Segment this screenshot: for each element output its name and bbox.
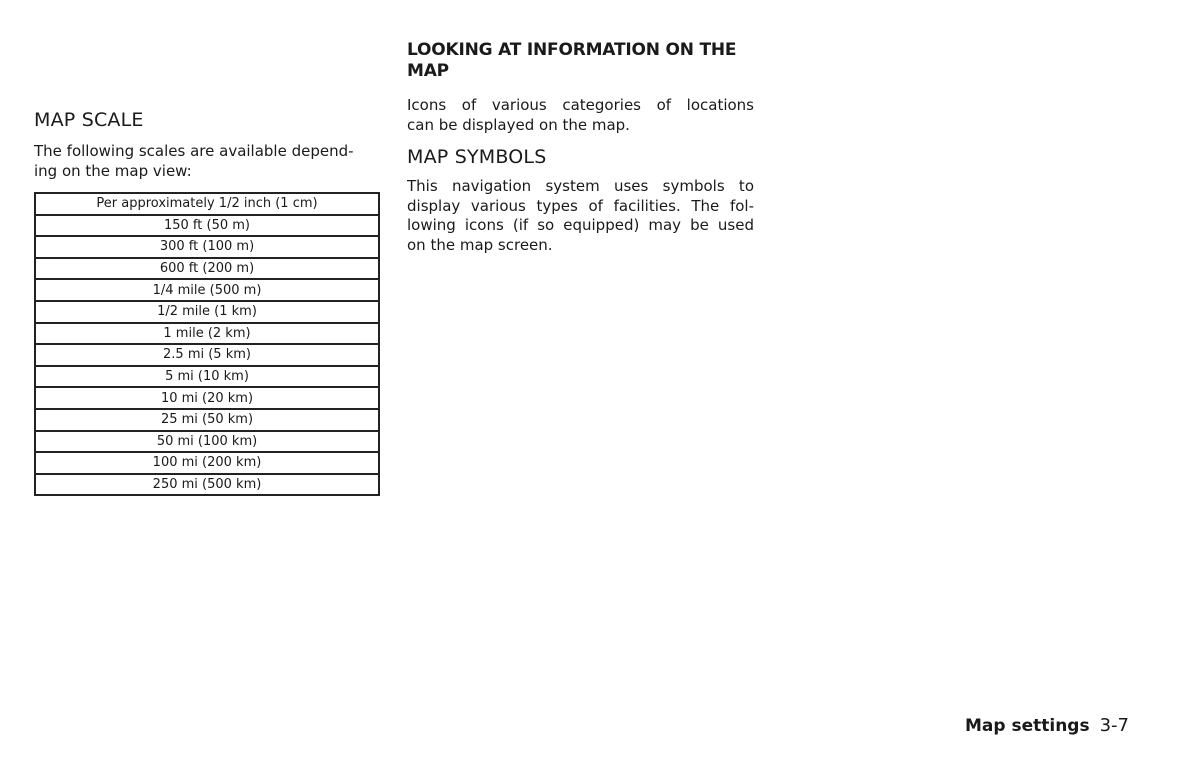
table-header-cell: Per approximately 1/2 inch (1 cm) [35, 193, 379, 215]
table-row [35, 452, 379, 474]
table-cell: 250 mi (500 km) [35, 474, 379, 496]
table-row [35, 215, 379, 237]
map-symbols-paragraph [407, 177, 754, 255]
table-row [35, 431, 379, 453]
paragraph-line: on the map screen. [407, 235, 553, 254]
page-number: 3-7 [1099, 715, 1129, 736]
paragraph-line: The following scales are available depend- [34, 142, 354, 160]
table-row [35, 279, 379, 301]
table-row [35, 409, 379, 431]
paragraph-line: lowing icons (if so equipped) may be used [407, 216, 754, 234]
table-cell: 5 mi (10 km) [35, 366, 379, 388]
table-row [35, 366, 379, 388]
heading-line: MAP [407, 61, 449, 81]
table-cell: 100 mi (200 km) [35, 452, 379, 474]
paragraph-line: Icons of various categories of locations [407, 96, 754, 114]
heading-line: LOOKING AT INFORMATION ON THE [407, 40, 737, 60]
looking-at-information-heading [407, 40, 754, 82]
table-row [35, 387, 379, 409]
paragraph-line: ing on the map view: [34, 161, 192, 180]
table-row [35, 474, 379, 496]
map-scale-paragraph [34, 142, 380, 181]
table-cell: 10 mi (20 km) [35, 387, 379, 409]
map-scale-heading: MAP SCALE [34, 109, 144, 131]
map-scale-table [34, 192, 380, 496]
table-cell: 1 mile (2 km) [35, 323, 379, 345]
table-cell: 150 ft (50 m) [35, 215, 379, 237]
table-row [35, 258, 379, 280]
paragraph-line: display various types of facilities. The fol- [407, 196, 754, 215]
table-cell: 50 mi (100 km) [35, 431, 379, 453]
map-symbols-heading: MAP SYMBOLS [407, 146, 547, 168]
paragraph-line: can be displayed on the map. [407, 115, 630, 134]
table-row [35, 323, 379, 345]
table-row [35, 236, 379, 258]
middle-column [407, 40, 754, 255]
table-cell: 25 mi (50 km) [35, 409, 379, 431]
table-row [35, 344, 379, 366]
table-row [35, 301, 379, 323]
table-cell: 300 ft (100 m) [35, 236, 379, 258]
left-column [34, 108, 380, 496]
table-cell: 1/4 mile (500 m) [35, 279, 379, 301]
table-cell: 1/2 mile (1 km) [35, 301, 379, 323]
footer-section-title: Map settings [964, 716, 1090, 736]
table-cell: 600 ft (200 m) [35, 258, 379, 280]
page-footer [965, 715, 1129, 736]
table-header-row [35, 193, 379, 215]
icons-paragraph [407, 96, 754, 135]
paragraph-line: This navigation system uses symbols to [407, 177, 754, 195]
table-cell: 2.5 mi (5 km) [35, 344, 379, 366]
